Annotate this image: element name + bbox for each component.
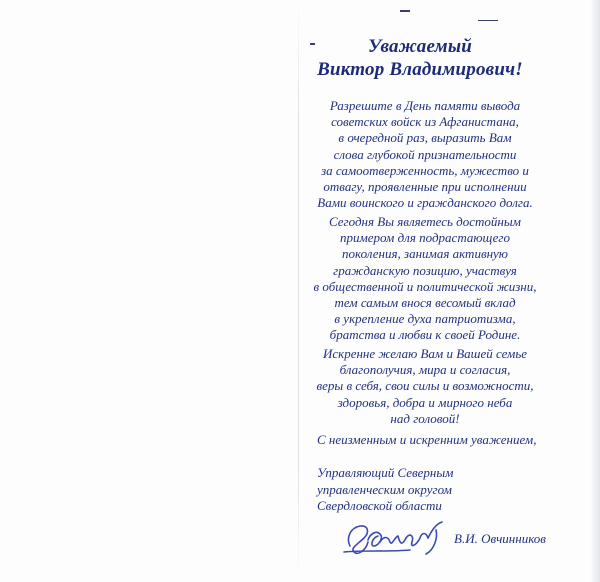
paragraph-line: братства и любви к своей Родине. xyxy=(329,327,521,343)
paragraph-line: в укрепление духа патриотизма, xyxy=(334,311,516,327)
paragraph-line: в общественной и политической жизни, xyxy=(313,278,537,294)
paragraph-2 xyxy=(300,214,550,344)
paragraph-line: гражданскую позицию, участвуя xyxy=(333,262,517,278)
paragraph-line: отвагу, проявленные при исполнении xyxy=(323,179,527,195)
paragraph-line: Сегодня Вы являетесь достойным xyxy=(329,214,521,229)
salutation-line-1: Уважаемый xyxy=(367,36,473,57)
salutation-line-2: Виктор Владимирович! xyxy=(317,59,523,80)
paragraph-line: примером для подрастающего xyxy=(339,230,511,246)
fold-line xyxy=(298,0,299,582)
closing-phrase: С неизменным и искренним уважением, xyxy=(317,432,537,447)
scan-mark xyxy=(478,20,498,21)
paragraph-line: благополучия, мира и согласия, xyxy=(339,362,511,378)
page-edge-shadow xyxy=(590,0,600,582)
signer-name: В.И. Овчинников xyxy=(454,531,546,546)
paragraph-line: Вами воинского и гражданского долга. xyxy=(317,195,533,211)
paragraph-line: веры в себя, свои силы и возможности, xyxy=(316,378,534,394)
position-line: управленческим округом xyxy=(317,481,452,497)
position-line: Управляющий Северным xyxy=(317,465,454,480)
paragraph-line: Разрешите в День памяти вывода xyxy=(329,98,521,113)
paragraph-line: за самоотверженность, мужество и xyxy=(321,162,529,178)
paragraph-line: тем самым внося весомый вклад xyxy=(334,295,516,311)
signer-position xyxy=(317,465,453,515)
paragraph-line: в очередной раз, выразить Вам xyxy=(338,130,512,146)
scan-mark xyxy=(400,10,410,12)
handwritten-signature xyxy=(340,516,450,560)
paragraph-line: здоровья, добра и мирного неба xyxy=(337,394,513,410)
paragraph-line: советских войск из Афганистана, xyxy=(331,114,519,130)
paragraph-line: поколения, занимая активную xyxy=(342,246,508,262)
position-line: Свердловской области xyxy=(317,498,442,513)
paragraph-line: над головой! xyxy=(390,410,460,426)
paragraph-line: слова глубокой признательности xyxy=(333,146,517,162)
paragraph-line: Искренне желаю Вам и Вашей семье xyxy=(322,346,528,361)
paragraph-1 xyxy=(300,98,550,211)
paragraph-3 xyxy=(300,346,550,427)
